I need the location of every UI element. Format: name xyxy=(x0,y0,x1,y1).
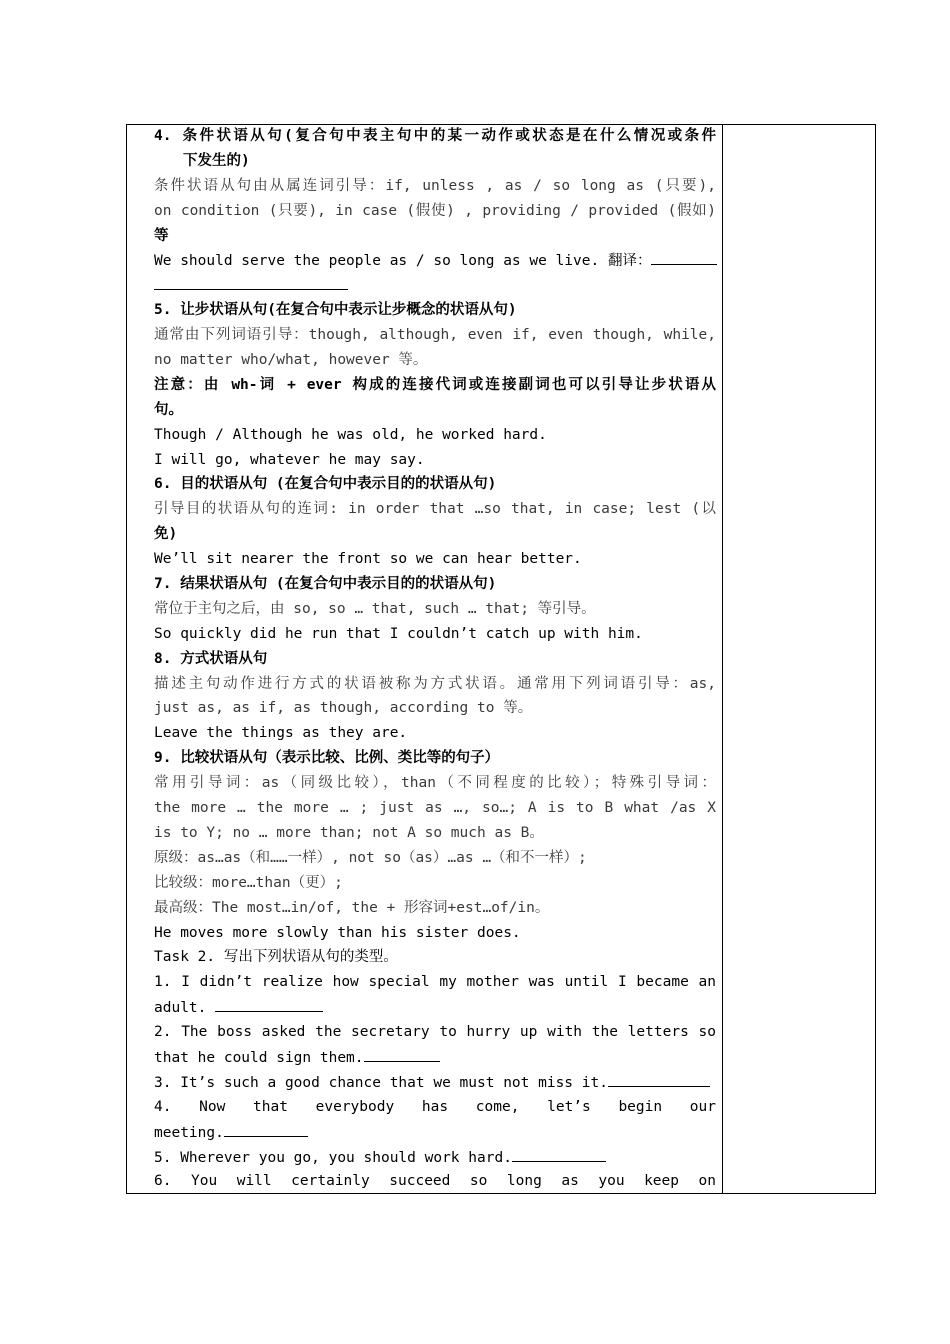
line-text: He moves more slowly than his sister does. xyxy=(154,924,521,941)
line-text: Leave the things as they are. xyxy=(154,725,408,742)
text-line xyxy=(154,423,716,448)
text-line xyxy=(154,597,716,622)
line-text: Though / Although he was old, he worked hard. xyxy=(154,426,547,443)
text-line xyxy=(154,248,716,273)
line-text: 注意：由 wh-词 + ever 构成的连接代词或连接副词也可以引导让步状语从 xyxy=(154,376,716,393)
line-text: 5. Wherever you go, you should work hard. xyxy=(154,1149,512,1166)
line-text: meeting. xyxy=(154,1124,224,1141)
text-line xyxy=(154,348,716,373)
text-line xyxy=(154,572,716,597)
text-line xyxy=(154,273,716,298)
text-line xyxy=(154,647,716,672)
line-text: So quickly did he run that I couldn’t catch up with him. xyxy=(154,625,643,642)
text-line xyxy=(154,921,716,946)
line-text: 原级：as…as（和……一样）, not so（as）…as …（和不一样）; xyxy=(154,849,587,866)
text-line xyxy=(154,995,716,1020)
line-text: 描述主句动作进行方式的状语被称为方式状语。通常用下列词语引导：as, xyxy=(154,675,716,692)
text-line xyxy=(154,298,716,323)
line-text: 句。 xyxy=(154,401,183,418)
line-text: 引导目的状语从句的连词: in order that …so that, in case; lest (以 xyxy=(154,501,716,518)
text-line xyxy=(154,1070,716,1095)
answer-blank[interactable] xyxy=(512,1145,606,1162)
text-line xyxy=(154,224,716,249)
line-text: 条件状语从句由从属连词引导：if, unless , as / so long as (只要), xyxy=(154,177,716,194)
text-line xyxy=(154,522,716,547)
text-line xyxy=(154,821,716,846)
text-line xyxy=(154,497,716,522)
line-text: 通常由下列词语引导：though, although, even if, even though, while, xyxy=(154,327,716,344)
text-line xyxy=(154,970,716,995)
text-line xyxy=(154,771,716,796)
text-line xyxy=(154,1169,716,1194)
line-text: 常用引导词：as（同级比较），than（不同程度的比较）；特殊引导词： xyxy=(154,775,716,792)
line-text: 4. Now that everybody has come, let’s begin our xyxy=(154,1098,716,1115)
line-text: just as, as if, as though, according to 等。 xyxy=(154,700,533,717)
line-text: 5. 让步状语从句(在复合句中表示让步概念的状语从句) xyxy=(154,302,517,319)
line-text: no matter who/what, however 等。 xyxy=(154,352,428,369)
answer-blank[interactable] xyxy=(364,1045,440,1062)
text-line xyxy=(154,448,716,473)
line-text: 下发生的) xyxy=(183,152,250,169)
text-line xyxy=(154,1020,716,1045)
text-line xyxy=(154,622,716,647)
answer-blank[interactable] xyxy=(154,273,348,290)
line-text: 免) xyxy=(154,526,178,543)
text-line xyxy=(154,373,716,398)
text-line xyxy=(154,945,716,970)
line-text: 7. 结果状语从句 (在复合句中表示目的的状语从句) xyxy=(154,576,497,593)
text-line xyxy=(154,721,716,746)
line-text: adult. xyxy=(154,1000,216,1017)
text-line xyxy=(154,746,716,771)
line-text: 常位于主句之后，由 so, so … that, such … that; 等引导。 xyxy=(154,600,596,617)
lesson-content xyxy=(154,124,716,1194)
text-line xyxy=(154,199,716,224)
line-text: that he could sign them. xyxy=(154,1049,364,1066)
answer-blank[interactable] xyxy=(215,995,323,1012)
text-line xyxy=(154,1095,716,1120)
line-text: 2. The boss asked the secretary to hurry up with the letters so xyxy=(154,1024,716,1041)
line-text: Task 2. 写出下列状语从句的类型。 xyxy=(154,949,398,966)
line-text: is to Y; no … more than; not A so much as B。 xyxy=(154,824,544,841)
line-text: 1. I didn’t realize how special my mother was until I became an xyxy=(154,974,716,991)
text-line xyxy=(154,149,716,174)
answer-blank[interactable] xyxy=(651,248,717,265)
text-line xyxy=(154,323,716,348)
line-text: I will go, whatever he may say. xyxy=(154,451,425,468)
line-text: 6. 目的状语从句 (在复合句中表示目的的状语从句) xyxy=(154,476,497,493)
line-text: 最高级：The most…in/of, the + 形容词+est…of/in。 xyxy=(154,899,550,916)
text-line xyxy=(154,1145,716,1170)
answer-blank[interactable] xyxy=(608,1070,710,1087)
line-text: 8. 方式状语从句 xyxy=(154,650,268,667)
text-line xyxy=(154,846,716,871)
column-divider xyxy=(722,124,723,1194)
text-line xyxy=(154,1120,716,1145)
line-text: 9. 比较状语从句（表示比较、比例、类比等的句子） xyxy=(154,750,500,767)
text-line xyxy=(154,472,716,497)
line-text: 等 xyxy=(154,227,169,244)
line-text: the more … the more … ; just as …, so…; A is to B what /as X xyxy=(154,800,716,817)
line-text: 3. It’s such a good chance that we must not miss it. xyxy=(154,1074,608,1091)
text-line xyxy=(154,696,716,721)
line-text: 比较级：more…than（更）; xyxy=(154,874,343,891)
text-line xyxy=(154,547,716,572)
line-text: We’ll sit nearer the front so we can hear better. xyxy=(154,551,582,568)
line-text: on condition (只要), in case (假使) , providing / provided (假如) xyxy=(154,202,716,219)
text-line xyxy=(154,896,716,921)
text-line xyxy=(154,398,716,423)
text-line xyxy=(154,796,716,821)
line-text: We should serve the people as / so long as we live. 翻译： xyxy=(154,253,652,270)
text-line xyxy=(154,672,716,697)
line-text: 6. You will certainly succeed so long as you keep on xyxy=(154,1173,716,1190)
answer-blank[interactable] xyxy=(224,1120,308,1137)
text-line xyxy=(154,174,716,199)
text-line xyxy=(154,124,716,149)
line-text: 4. 条件状语从句(复合句中表主句中的某一动作或状态是在什么情况或条件 xyxy=(154,128,716,144)
text-line xyxy=(154,1045,716,1070)
text-line xyxy=(154,871,716,896)
